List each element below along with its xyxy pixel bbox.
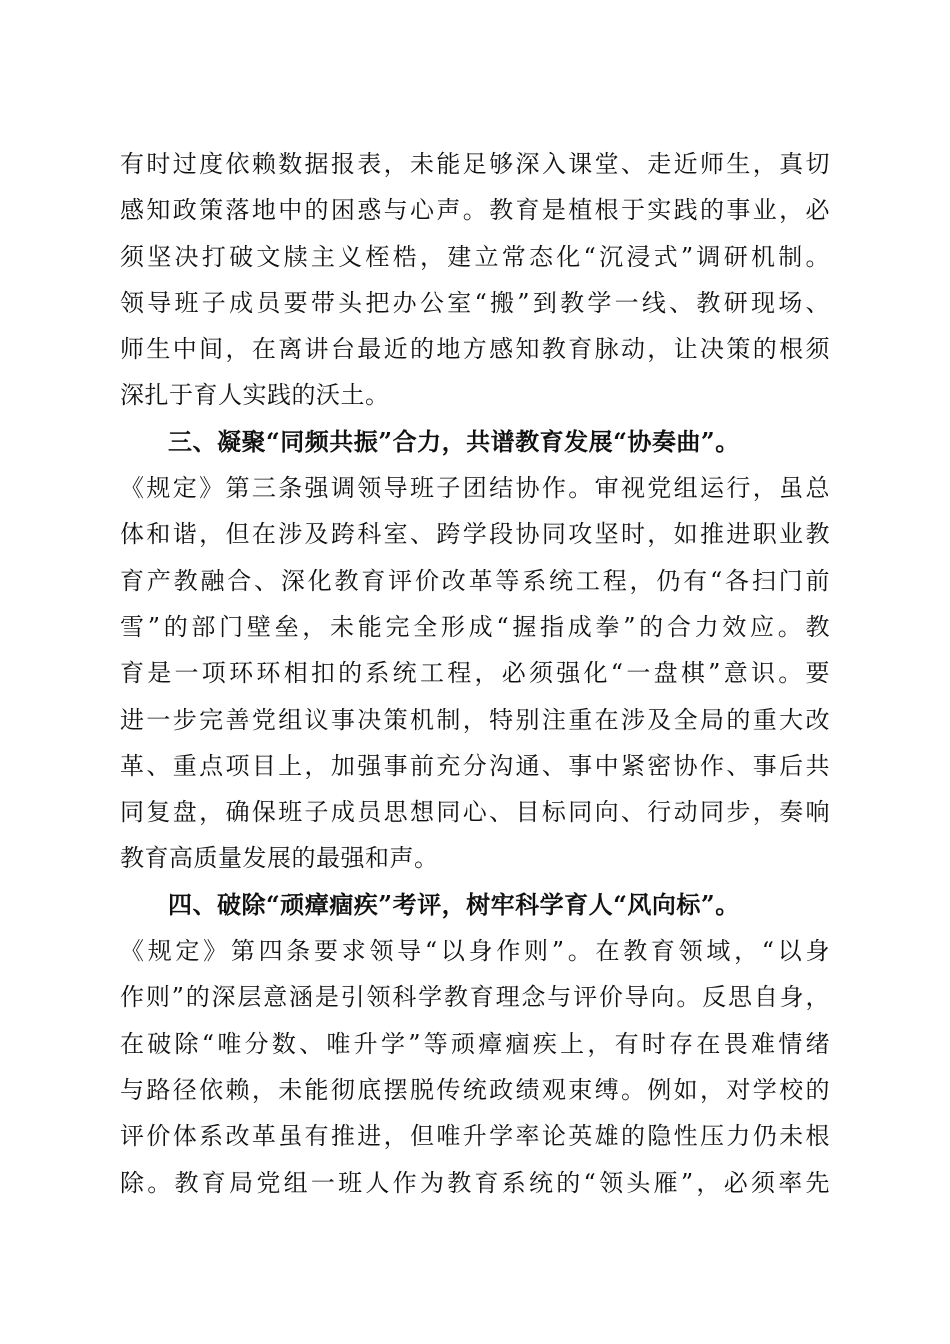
text-line: 评价体系改革虽有推进，但唯升学率论英雄的隐性压力仍未根 (120, 1122, 830, 1151)
text-line: 育产教融合、深化教育评价改革等系统工程，仍有“各扫门前 (120, 566, 830, 595)
text-line: 师生中间，在离讲台最近的地方感知教育脉动，让决策的根须 (120, 335, 830, 364)
section-heading: 四、破除“顽瘴痼疾”考评，树牢科学育人“风向标”。 (168, 889, 740, 919)
text-line: 《规定》第三条强调领导班子团结协作。审视党组运行，虽总 (120, 474, 830, 503)
document-page (120, 141, 830, 1206)
text-line: 同复盘，确保班子成员思想同心、目标同向、行动同步，奏响 (120, 798, 830, 827)
text-line: 育是一项环环相扣的系统工程，必须强化“一盘棋”意识。要 (120, 659, 830, 688)
text-line: 体和谐，但在涉及跨科室、跨学段协同攻坚时，如推进职业教 (120, 520, 830, 549)
text-line: 须坚决打破文牍主义桎梏，建立常态化“沉浸式”调研机制。 (120, 242, 830, 271)
text-line: 进一步完善党组议事决策机制，特别注重在涉及全局的重大改 (120, 705, 830, 734)
text-line: 感知政策落地中的困惑与心声。教育是植根于实践的事业，必 (120, 196, 830, 225)
text-line: 革、重点项目上，加强事前充分沟通、事中紧密协作、事后共 (120, 751, 830, 780)
text-line: 有时过度依赖数据报表，未能足够深入课堂、走近师生，真切 (120, 150, 830, 178)
text-line: 作则”的深层意涵是引领科学教育理念与评价导向。反思自身， (120, 983, 830, 1012)
section-heading: 三、凝聚“同频共振”合力，共谱教育发展“协奏曲”。 (168, 426, 740, 456)
text-line: 除。教育局党组一班人作为教育系统的“领头雁”，必须率先 (120, 1168, 830, 1197)
text-line: 在破除“唯分数、唯升学”等顽瘴痼疾上，有时存在畏难情绪 (120, 1029, 830, 1058)
text-line: 《规定》第四条要求领导“以身作则”。在教育领域，“以身 (120, 937, 830, 966)
text-line: 雪”的部门壁垒，未能完全形成“握指成拳”的合力效应。教 (120, 612, 830, 641)
text-line: 领导班子成员要带头把办公室“搬”到教学一线、教研现场、 (120, 288, 830, 317)
text-line: 教育高质量发展的最强和声。 (120, 844, 439, 873)
text-line: 与路径依赖，未能彻底摆脱传统政绩观束缚。例如，对学校的 (120, 1075, 830, 1104)
text-line: 深扎于育人实践的沃土。 (120, 381, 390, 410)
